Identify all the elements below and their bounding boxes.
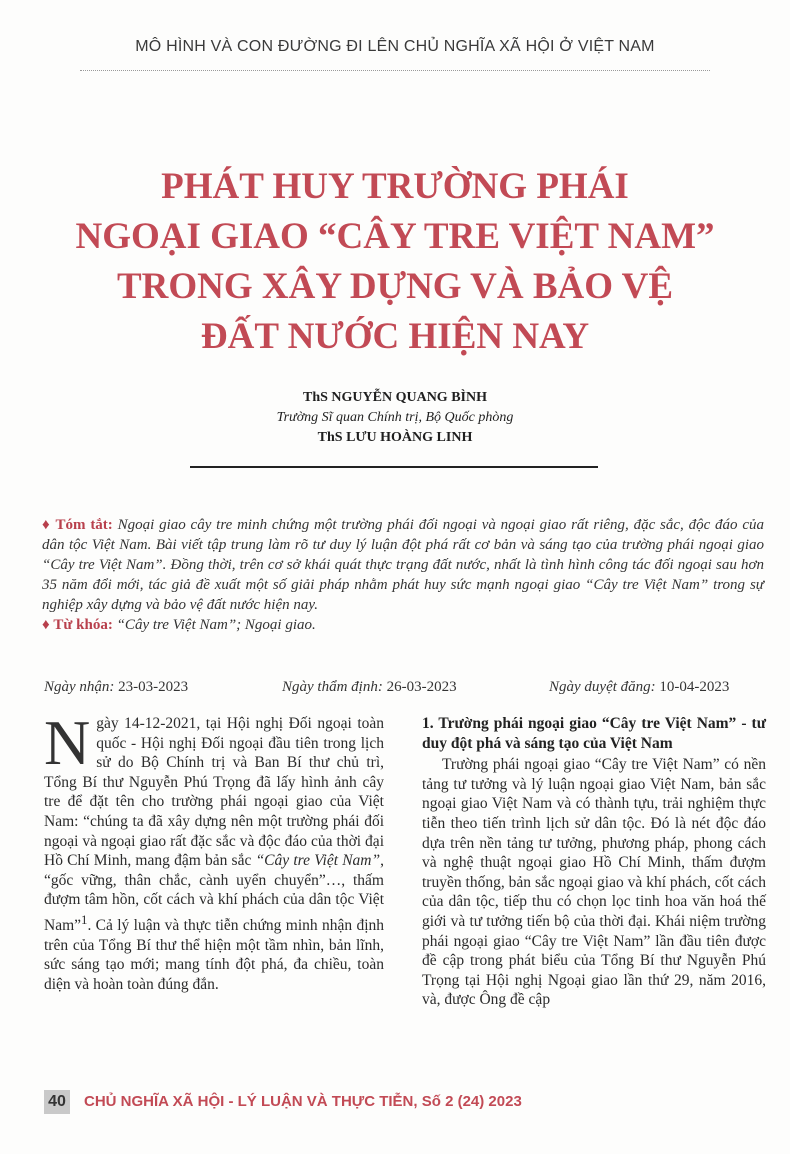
body-column-left xyxy=(44,707,384,994)
author-1-affiliation: Trường Sĩ quan Chính trị, Bộ Quốc phòng xyxy=(276,410,514,425)
intro-text-3: . Cả lý luận và thực tiễn chứng minh nhận định trên của Tổng Bí thư thể hiện một tầm nhìn, bản lĩnh, sức sáng tạo mới; mang tính đột phá, đa chiều, toàn diện và hoàn toàn đúng đắn. xyxy=(44,917,384,993)
journal-footer xyxy=(84,1093,522,1110)
journal-name: CHỦ NGHĨA XÃ HỘI - LÝ LUẬN VÀ THỰC TIỄN, xyxy=(84,1093,418,1110)
section-heading-1: 1. Trường phái ngoại giao “Cây tre Việt Nam” - tư duy đột phá và sáng tạo của Việt Nam xyxy=(422,715,766,752)
date-received-value: 23-03-2023 xyxy=(118,679,189,695)
title-line-2: NGOẠI GIAO “CÂY TRE VIỆT NAM” xyxy=(75,216,715,257)
journal-issue: Số 2 (24) 2023 xyxy=(421,1093,522,1110)
summary-paragraph xyxy=(42,515,764,615)
intro-text-1: gày 14-12-2021, tại Hội nghị Đối ngoại toàn quốc - Hội nghị Đối ngoại đầu tiên trong lịch sử do Bộ Chính trị và Ban Bí thư chủ trì, Tổng Bí thư Nguyễn Phú Trọng đã lấy hình ảnh cây tre để đặt tên cho trường phái ngoại giao của Việt Nam: “chúng ta đã xây dựng nên một trường phái đối ngoại và ngoại giao rất đặc sắc và độc đáo của thời đại Hồ Chí Minh, mang đậm bản sắc xyxy=(44,715,384,870)
running-head-rule xyxy=(80,70,710,71)
page-number: 40 xyxy=(44,1090,70,1114)
intro-text-2: , “gốc vững, thân chắc, cành uyển chuyển”…, thấm đượm tâm hồn, cốt cách và khí phách của dân tộc Việt Nam” xyxy=(44,852,384,935)
date-approved-label: Ngày duyệt đăng: xyxy=(549,679,656,695)
body-column-right xyxy=(422,714,766,1010)
intro-italic-phrase: “Cây tre Việt Nam” xyxy=(255,852,381,870)
footnote-marker: 1 xyxy=(81,911,88,927)
running-head: MÔ HÌNH VÀ CON ĐƯỜNG ĐI LÊN CHỦ NGHĨA XÃ HỘI Ở VIỆT NAM xyxy=(135,38,655,55)
date-received xyxy=(44,679,188,696)
date-reviewed-value: 26-03-2023 xyxy=(386,679,457,695)
author-1-name: ThS NGUYỄN QUANG BÌNH xyxy=(303,390,487,405)
keywords-diamond-icon: ♦ xyxy=(42,617,50,633)
author-2-name: ThS LƯU HOÀNG LINH xyxy=(317,430,473,445)
intro-paragraph xyxy=(44,707,384,994)
abstract-block xyxy=(42,515,764,635)
article-title xyxy=(40,162,750,362)
date-reviewed-label: Ngày thẩm định: xyxy=(282,679,383,695)
date-reviewed xyxy=(282,679,457,696)
keywords-text: “Cây tre Việt Nam”; Ngoại giao. xyxy=(116,617,316,633)
summary-label: Tóm tắt: xyxy=(55,517,113,533)
author-divider xyxy=(190,466,598,468)
date-approved xyxy=(549,679,729,696)
section-1-paragraph: Trường phái ngoại giao “Cây tre Việt Nam” có nền tảng tư tưởng và lý luận ngoại giao Việt Nam, bản sắc ngoại giao Việt Nam và có thành tựu, trải nghiệm thực tiễn theo tiến trình lịch sử dân tộc. Đó là nét độc đáo dựa trên nền tảng tư tưởng, phương pháp, phong cách và nghệ thuật ngoại giao Hồ Chí Minh, thấm đượm truyền thống, bản sắc ngoại giao và khí phách, cốt cách của dân tộc, tiếp thu có chọn lọc tinh hoa văn hoá thế giới và tư tưởng tiến bộ của thời đại. Khái niệm trường phái ngoại giao “Cây tre Việt Nam” lần đầu tiên được đề cập trong phát biểu của Tổng Bí thư Nguyễn Phú Trọng tại Hội nghị Ngoại giao lần thứ 29, năm 2016, và, được Ông đề cập xyxy=(422,756,766,1009)
date-approved-value: 10-04-2023 xyxy=(659,679,730,695)
keywords-label: Từ khóa: xyxy=(53,617,113,633)
title-line-1: PHÁT HUY TRƯỜNG PHÁI xyxy=(161,166,629,207)
title-line-3: TRONG XÂY DỰNG VÀ BẢO VỆ xyxy=(116,266,674,307)
summary-diamond-icon: ♦ xyxy=(42,517,51,533)
date-received-label: Ngày nhận: xyxy=(44,679,115,695)
keywords-paragraph xyxy=(42,615,764,635)
title-line-4: ĐẤT NƯỚC HIỆN NAY xyxy=(200,316,590,357)
author-block xyxy=(190,388,600,448)
drop-cap: N xyxy=(44,707,91,778)
summary-text: Ngoại giao cây tre minh chứng một trường phái đối ngoại và ngoại giao rất riêng, đặc sắc, độc đáo của dân tộc Việt Nam. Bài viết tập trung làm rõ tư duy lý luận đột phá rất cơ bản và sáng tạo của trường phái ngoại giao “Cây tre Việt Nam”. Đồng thời, trên cơ sở khái quát thực trạng đất nước, nhất là tình hình công tác đối ngoại sau hơn 35 năm đổi mới, tác giả đề xuất một số giải pháp nhằm phát huy sức mạnh ngoại giao “Cây tre Việt Nam” trong sự nghiệp xây dựng và bảo vệ đất nước hiện nay. xyxy=(42,517,765,613)
